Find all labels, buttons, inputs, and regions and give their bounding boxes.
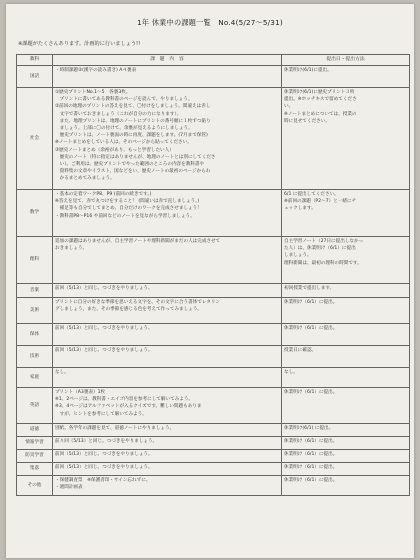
content-line: ※3、4ページはアルファベットが入るクイズです。難しい問題もありま bbox=[55, 404, 202, 410]
header-content: 課 題 内 容 bbox=[53, 55, 282, 66]
submit-line: 休業明け（6/1）に提出。 bbox=[284, 390, 338, 395]
content-line: 資料集の文章やイラスト、図などをい、歴史ノートの最初のページからわ bbox=[55, 169, 211, 175]
submit-cell bbox=[282, 284, 410, 298]
content-line: ※1、2ページは、教科書・エイゴ内容を参考にして解いてみよう。 bbox=[55, 397, 194, 403]
table-row bbox=[17, 346, 410, 368]
submit-line: た人）は、休業明け（6/1）に提出 bbox=[284, 246, 356, 252]
content-cell bbox=[53, 284, 282, 298]
content-cell bbox=[53, 450, 282, 463]
header-submit: 提出日・提出方法 bbox=[282, 55, 410, 66]
content-line: ①歴史プリントNo.1〜5 各裏3枚。 bbox=[55, 90, 131, 95]
content-line: ②前回の地理のプリントの答えを見て、〇付けをしましょう。間違えは赤し bbox=[55, 104, 211, 110]
table-header-row bbox=[17, 55, 410, 66]
content-line: 前回（5/13）と同じ。つづきをやりましょう。 bbox=[55, 465, 153, 470]
subject-cell: その他 bbox=[17, 476, 53, 496]
subject-cell: 国語 bbox=[17, 66, 53, 88]
submit-cell bbox=[282, 88, 410, 190]
content-line: 前々回（5/13）と同じ。つづきをやりましょう。 bbox=[55, 439, 158, 444]
submit-cell bbox=[282, 324, 410, 346]
submit-cell bbox=[282, 450, 410, 463]
content-cell bbox=[53, 476, 282, 496]
subject-cell: 保体 bbox=[17, 324, 53, 346]
subject-cell: 家庭 bbox=[17, 368, 53, 388]
content-line: プリントに書いてある教科書のページを読んで、やりましょう。 bbox=[55, 97, 193, 103]
content-line: ③歴史ノートまとめ（余裕があり、もっと学習したい人） bbox=[55, 147, 174, 153]
instruction-note: ※課題がたくさんあります。計画的に行いましょう!! bbox=[18, 41, 141, 47]
submit-line: 休業明け（6/1）に提出。 bbox=[284, 300, 338, 305]
content-line: また、地理プリントは、地理のノートにプリントの番号順に１枚ずつ貼り bbox=[55, 118, 211, 124]
table-row bbox=[17, 324, 410, 346]
submit-cell bbox=[282, 437, 410, 450]
content-line: 歴史のノート（特に指定はありませんが、地理のノートとは別にしてくださ bbox=[55, 154, 216, 160]
table-row bbox=[17, 66, 410, 88]
submit-line: ※前回の課題（P2〜7）と一緒にチ bbox=[284, 199, 357, 205]
submit-cell bbox=[282, 368, 410, 388]
table-body bbox=[17, 66, 410, 496]
submit-cell bbox=[282, 476, 410, 496]
table-row bbox=[17, 437, 410, 450]
content-line: かるまとめてみましょう。 bbox=[55, 176, 115, 182]
content-line: プリント（A3裏表）1枚 bbox=[55, 390, 106, 395]
table-row bbox=[17, 237, 410, 284]
content-line: 前回（5/13）と同じ。つづきをやりましょう。 bbox=[55, 326, 153, 331]
content-cell bbox=[53, 388, 282, 424]
content-cell bbox=[53, 66, 282, 88]
assignment-table bbox=[16, 54, 410, 496]
content-cell bbox=[53, 346, 282, 368]
submit-cell bbox=[282, 66, 410, 88]
content-line: 別紙。各学年の課題を見て、道徳ノートにやりましょう。 bbox=[55, 426, 175, 431]
subject-cell: 集落 bbox=[17, 463, 53, 476]
submit-line: 理科新聞は、最初の理科の時間です。 bbox=[284, 260, 362, 266]
submit-line: 休業明け（6/1）に提出。 bbox=[284, 326, 338, 331]
content-cell bbox=[53, 424, 282, 437]
submit-line: 休業明け（6/1）に提出。 bbox=[284, 478, 338, 483]
subject-cell: 道徳 bbox=[17, 424, 53, 437]
subject-cell: 美術 bbox=[17, 298, 53, 324]
submit-cell bbox=[282, 190, 410, 237]
content-line: ・週間計画表 bbox=[55, 485, 83, 491]
table-row bbox=[17, 388, 410, 424]
header-subject: 教科 bbox=[17, 55, 53, 66]
content-line: 補足等も自分でしてまとめ、自分だけのワークを完成させましょう！ bbox=[55, 206, 202, 212]
content-line: 前回（5/13）と同じ。つづきをやりましょう。 bbox=[55, 286, 153, 291]
submit-line: 休業明け(6/1) に提出。 bbox=[284, 426, 334, 431]
content-line: ・保健調査票 ※保護者印・サイン忘れずに。 bbox=[55, 478, 151, 483]
subject-cell: 音楽 bbox=[17, 284, 53, 298]
table-row bbox=[17, 284, 410, 298]
submit-line: 6/1 に提出してください。 bbox=[284, 192, 339, 197]
subject-cell: 英語 bbox=[17, 388, 53, 424]
table-row bbox=[17, 368, 410, 388]
content-line: すが、ヒントを参考にして解いてみよう。 bbox=[55, 411, 147, 417]
table-row bbox=[17, 298, 410, 324]
content-cell bbox=[53, 463, 282, 476]
page-title: 1年 休業中の課題一覧 No.4(5/27〜5/31) bbox=[137, 18, 283, 27]
submit-line: 自主学習ノート（27日に提出しなかっ bbox=[284, 239, 364, 244]
submit-line: 授業日に確認。 bbox=[284, 348, 317, 353]
subject-cell: 情報学習 bbox=[17, 437, 53, 450]
submit-cell bbox=[282, 463, 410, 476]
submit-cell bbox=[282, 298, 410, 324]
submit-line: 初回授業で提出します。 bbox=[284, 286, 335, 291]
submit-cell bbox=[282, 237, 410, 284]
subject-cell: 理科 bbox=[17, 237, 53, 284]
table-row bbox=[17, 476, 410, 496]
submit-line: 休業明け（6/1）に提出。 bbox=[284, 452, 338, 457]
table-row bbox=[17, 190, 410, 237]
submit-line: ※ノートまとめについては、授業の bbox=[284, 111, 357, 117]
submit-line: ェックします。 bbox=[284, 206, 316, 212]
content-line: 前回（5/13）と同じ。つづきをやりましょう。 bbox=[55, 452, 153, 457]
submit-line: い。 bbox=[284, 104, 294, 110]
content-line: プリントに自分の好きな季節を思いえる文字を、その文字に合う書体でレタリン bbox=[55, 300, 221, 305]
content-cell bbox=[53, 237, 282, 284]
content-cell bbox=[53, 88, 282, 190]
submit-line: 休業明け（6/1）に提出。 bbox=[284, 465, 338, 470]
submit-cell bbox=[282, 388, 410, 424]
table-row bbox=[17, 424, 410, 437]
content-line: おきましょう。 bbox=[55, 246, 88, 252]
content-line: ・教科書P8〜P16 や前回などのノートを見ながら学習しましょう。 bbox=[55, 213, 195, 219]
content-line: ・基本の定着ワークP8、P9 (前回の続きです。) bbox=[55, 192, 152, 197]
content-cell bbox=[53, 190, 282, 237]
content-line: 文字で書いておきましょう（これが自分の力になります）。 bbox=[55, 111, 182, 117]
subject-cell: 防災学習 bbox=[17, 450, 53, 463]
content-line: ※ノートまとめをしている人は、そのページから貼ってください。 bbox=[55, 140, 192, 146]
submit-cell bbox=[282, 346, 410, 368]
submit-line: 休業明け（6/1）に提出。 bbox=[284, 439, 338, 444]
content-line: い）。ご利用は、歴史プリントでやった範囲のところの内容を教科書や bbox=[55, 162, 205, 168]
submit-cell bbox=[282, 424, 410, 437]
document-sheet bbox=[6, 4, 414, 558]
submit-line: 提出。※ホッチキスで留めてくださ bbox=[284, 97, 357, 103]
content-cell bbox=[53, 437, 282, 450]
content-line: 追加の課題はありませんが、自主学習ノートや理科新聞がまだの人は完成させて bbox=[55, 239, 221, 244]
table-row bbox=[17, 450, 410, 463]
table-row bbox=[17, 88, 410, 190]
table-row bbox=[17, 463, 410, 476]
submit-line: 時に見せてください。 bbox=[284, 118, 330, 124]
content-line: グしましょう。また、その季節を感じる色を考えて作ってみましょう。 bbox=[55, 307, 203, 313]
content-cell bbox=[53, 324, 282, 346]
content-line: 前回（5/13）と同じ。つづきをやりましょう。 bbox=[55, 348, 153, 353]
subject-cell: 社会 bbox=[17, 88, 53, 190]
content-line: 歴史プリントは、ノート裏面の時に再度、課題をします。(7月まで保管) bbox=[55, 133, 208, 139]
subject-cell: 技術 bbox=[17, 346, 53, 368]
content-cell bbox=[53, 298, 282, 324]
subject-cell: 数学 bbox=[17, 190, 53, 237]
content-line: なし。 bbox=[55, 370, 69, 375]
submit-line: しましょう。 bbox=[284, 253, 312, 259]
content-line: ・時制課題②(漢字の読み書き) A４裏表 bbox=[55, 68, 137, 73]
content-cell bbox=[53, 368, 282, 388]
submit-line: 休業明け(6/1)に提出。 bbox=[284, 68, 332, 73]
submit-line: なし。 bbox=[284, 370, 298, 375]
content-line: ※答えを見て、赤で丸つけをすること！ (間違いは赤で直しましょう。) bbox=[55, 199, 200, 205]
submit-line: 休業明け(6/1)に歴史プリント３枚 bbox=[284, 90, 355, 95]
content-line: ましょう。上部に〇の付けて、余裏が見えるようにしましょう。 bbox=[55, 126, 193, 132]
